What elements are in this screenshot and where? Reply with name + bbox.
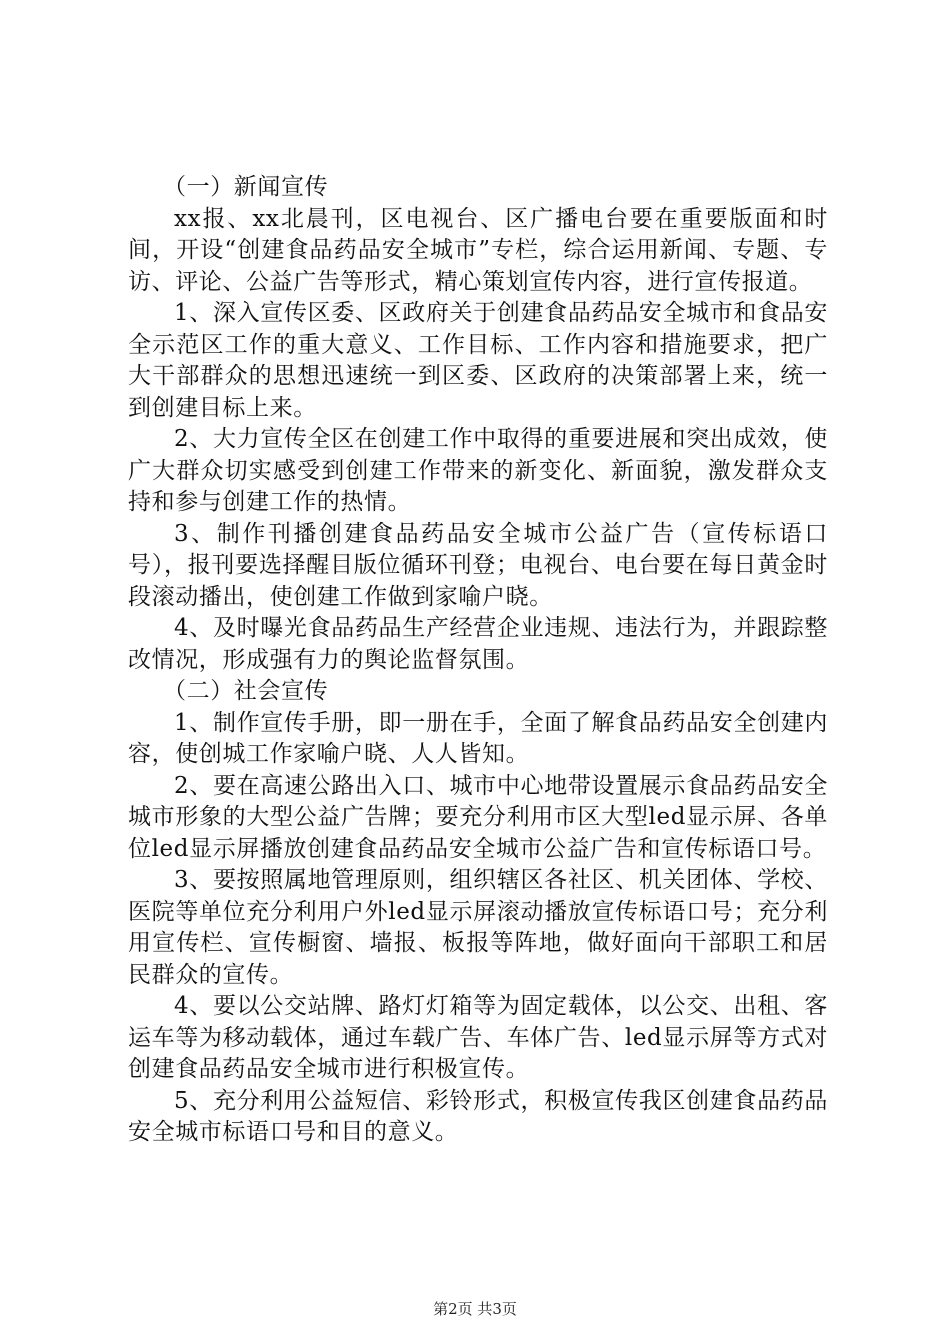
paragraph-social-item-1: 1、制作宣传手册，即一册在手，全面了解食品药品安全创建内容，使创城工作家喻户晓、人人皆知。 — [128, 709, 828, 767]
document-body — [128, 172, 828, 1149]
paragraph-news-item-2: 2、大力宣传全区在创建工作中取得的重要进展和突出成效，使广大群众切实感受到创建工作带来的新变化、新面貌，激发群众支持和参与创建工作的热情。 — [128, 426, 828, 515]
page-footer — [0, 1300, 950, 1318]
paragraph-social-item-2: 2、要在高速公路出入口、城市中心地带设置展示食品药品安全城市形象的大型公益广告牌；要充分利用市区大型led显示屏、各单位led显示屏播放创建食品药品安全城市公益广告和宣传标语口号。 — [128, 772, 828, 862]
paragraph-news-intro: xx报、xx北晨刊，区电视台、区广播电台要在重要版面和时间，开设“创建食品药品安全城市”专栏，综合运用新闻、专题、专访、评论、公益广告等形式，精心策划宣传内容，进行宣传报道。 — [128, 205, 828, 295]
section-heading-news: （一）新闻宣传 — [163, 174, 329, 200]
paragraph-social-item-3: 3、要按照属地管理原则，组织辖区各社区、机关团体、学校、医院等单位充分利用户外led显示屏滚动播放宣传标语口号；充分利用宣传栏、宣传橱窗、墙报、板报等阵地，做好面向干部职工和居民群众的宣传。 — [128, 867, 828, 988]
paragraph-news-item-1: 1、深入宣传区委、区政府关于创建食品药品安全城市和食品安全示范区工作的重大意义、工作目标、工作内容和措施要求，把广大干部群众的思想迅速统一到区委、区政府的决策部署上来，统一到创建目标上来。 — [128, 300, 828, 421]
paragraph-news-item-4: 4、及时曝光食品药品生产经营企业违规、违法行为，并跟踪整改情况，形成强有力的舆论监督氛围。 — [128, 615, 828, 673]
paragraph-social-item-4: 4、要以公交站牌、路灯灯箱等为固定载体，以公交、出租、客运车等为移动载体，通过车载广告、车体广告、led显示屏等方式对创建食品药品安全城市进行积极宣传。 — [128, 993, 828, 1082]
paragraph-social-item-5: 5、充分利用公益短信、彩铃形式，积极宣传我区创建食品药品安全城市标语口号和目的意义。 — [128, 1087, 828, 1145]
paragraph-news-item-3: 3、制作刊播创建食品药品安全城市公益广告（宣传标语口号），报刊要选择醒目版位循环刊登；电视台、电台要在每日黄金时段滚动播出，使创建工作做到家喻户晓。 — [128, 520, 828, 610]
page-number-label: 第2页 共3页 — [433, 1300, 517, 1318]
section-heading-social: （二）社会宣传 — [163, 678, 329, 704]
